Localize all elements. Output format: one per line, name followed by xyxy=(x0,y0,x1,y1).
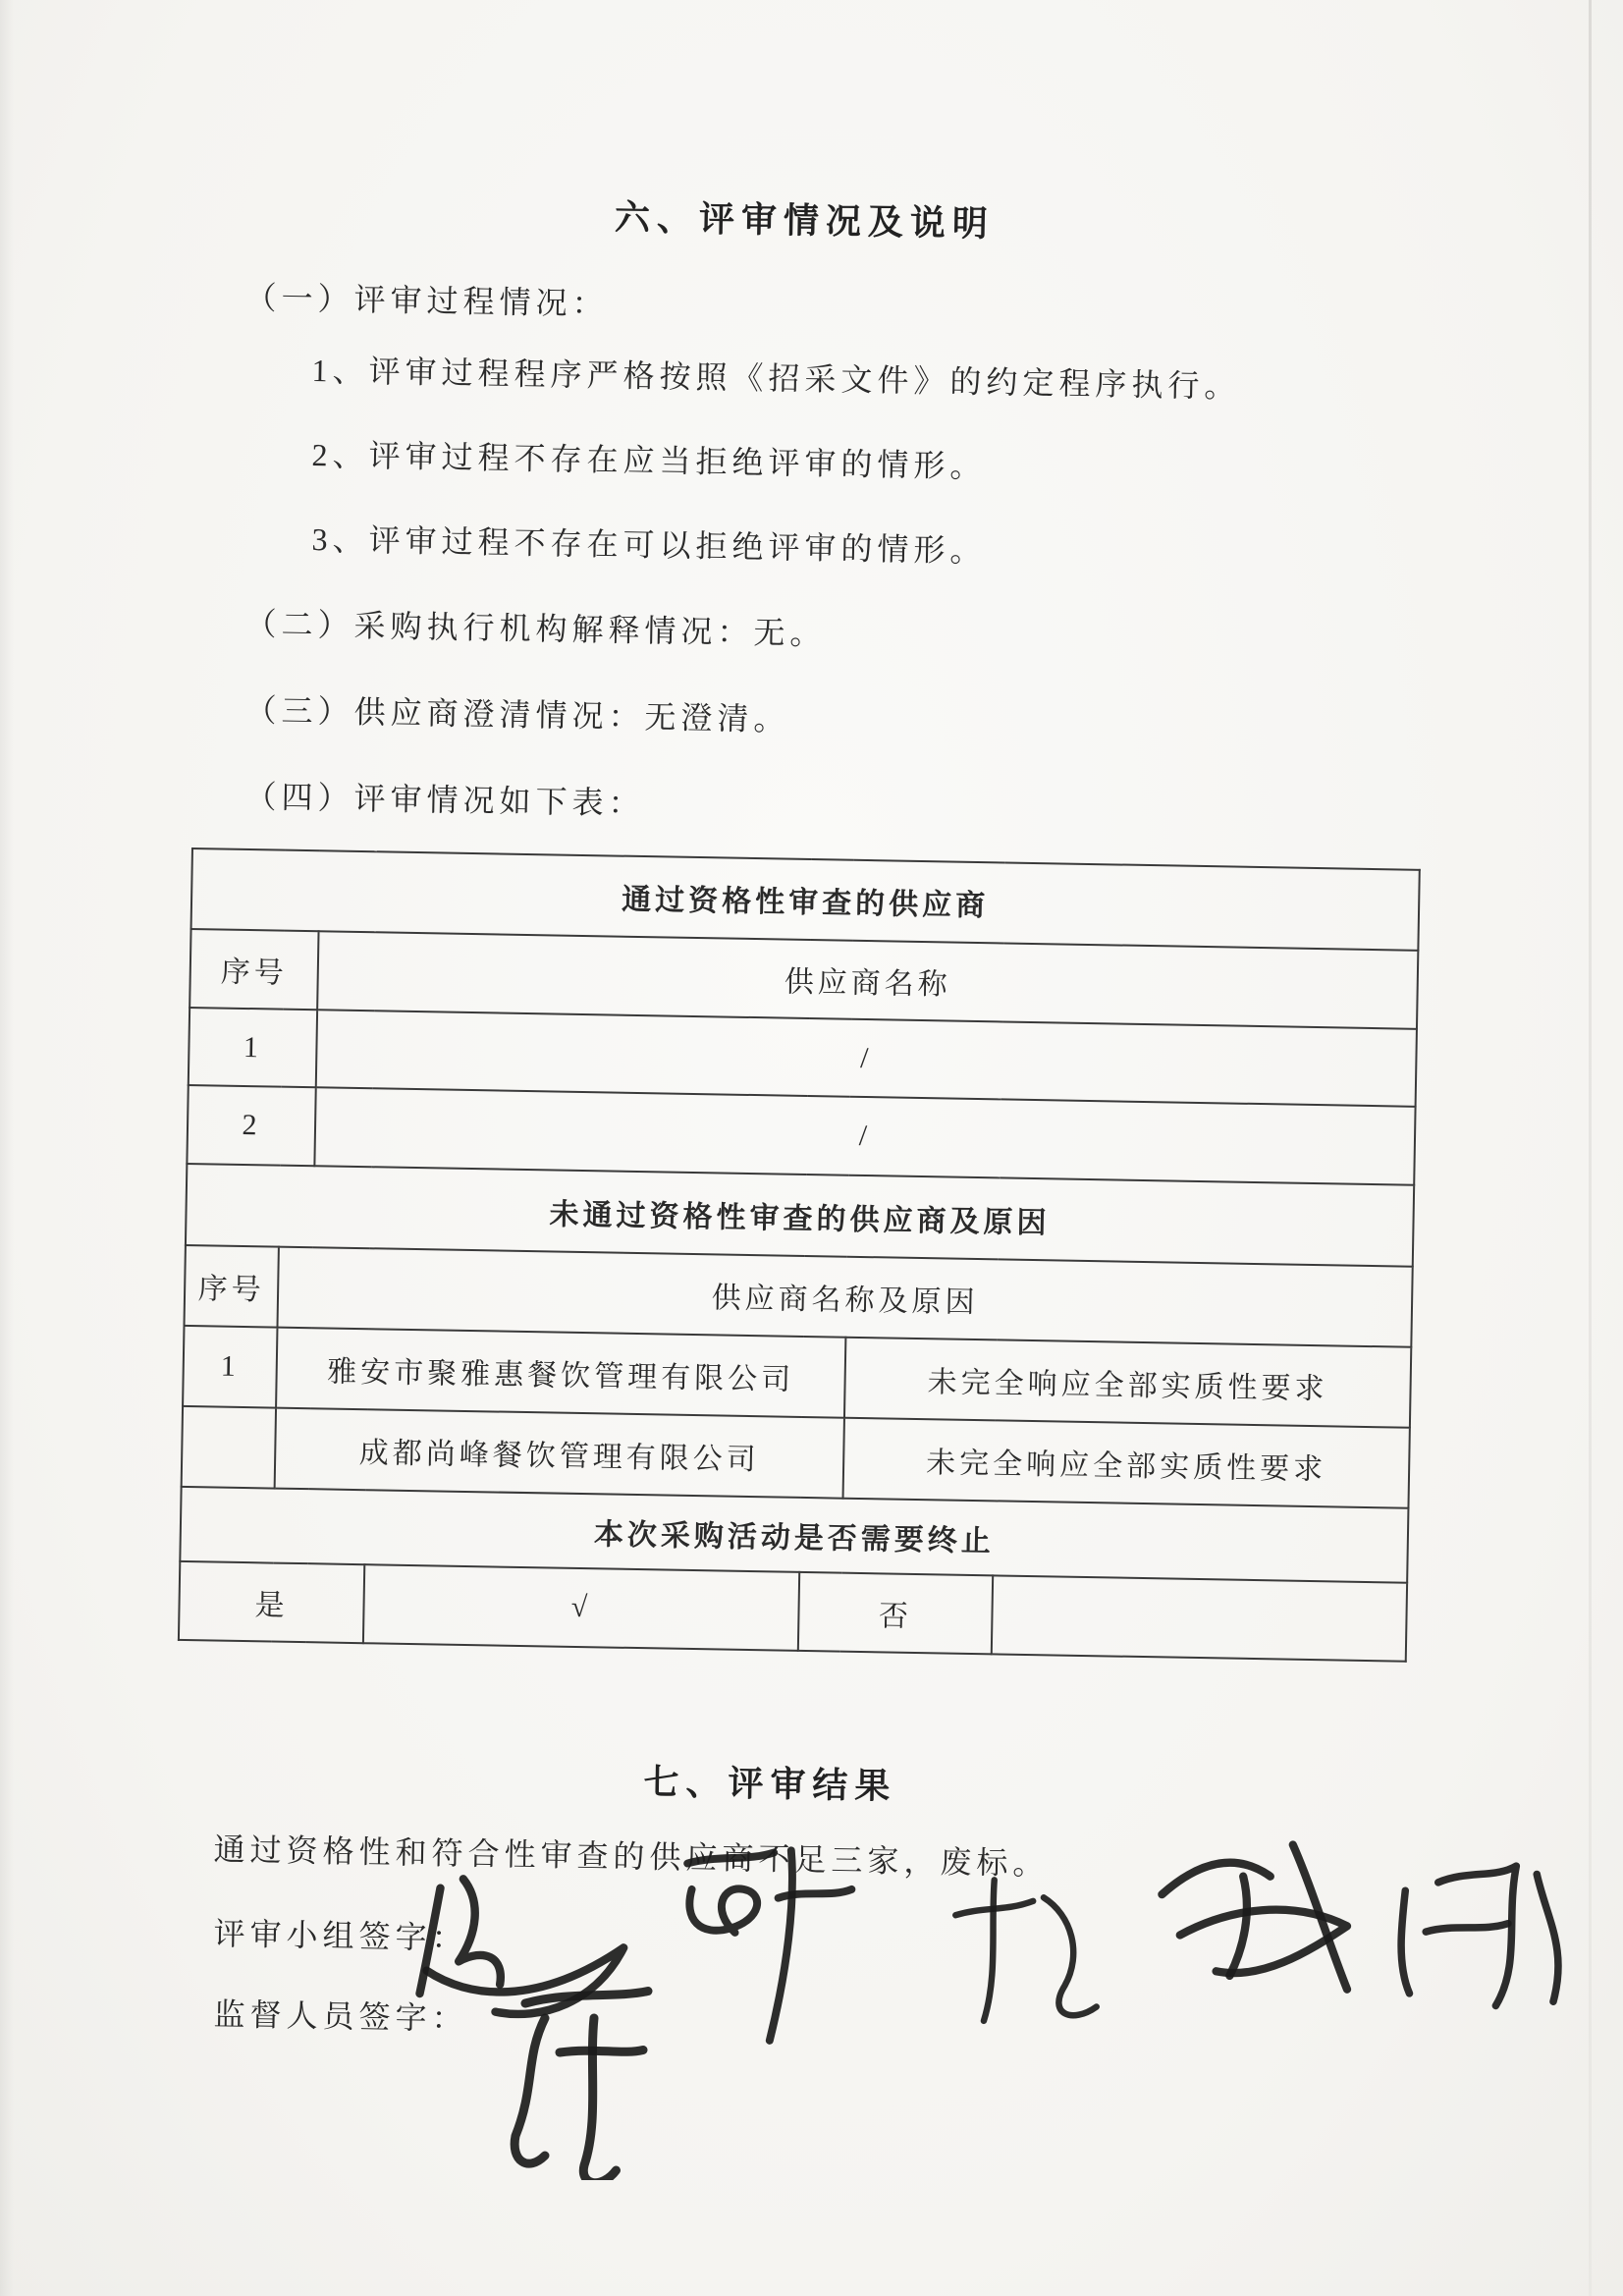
qualified-row1-name: / xyxy=(316,1010,1417,1107)
supervisor-signature xyxy=(461,1984,707,2180)
team-signature-label: 评审小组签字： xyxy=(213,1915,468,1956)
paragraph-item-3: 3、评审过程不存在可以拒绝评审的情形。 xyxy=(311,520,987,569)
paragraph-item-2: 2、评审过程不存在应当拒绝评审的情形。 xyxy=(311,436,987,484)
terminate-question-header: 本次采购活动是否需要终止 xyxy=(180,1487,1408,1583)
qualified-row1-seq: 1 xyxy=(189,1008,317,1087)
paragraph-table-intro: （四）评审情况如下表： xyxy=(244,778,645,822)
qualified-suppliers-header: 通过资格性审查的供应商 xyxy=(191,848,1420,951)
paragraph-review-process: （一）评审过程情况： xyxy=(244,279,609,322)
unqualified-name-reason-column-header: 供应商名称及原因 xyxy=(277,1247,1412,1347)
result-text: 通过资格性和符合性审查的供应商不足三家，废标。 xyxy=(213,1831,1050,1882)
terminate-no-value xyxy=(992,1575,1407,1661)
team-signature-4 xyxy=(1144,1827,1370,1998)
unqualified-row1-name: 雅安市聚雅惠餐饮管理有限公司 xyxy=(276,1328,845,1418)
unqualified-suppliers-header: 未通过资格性审查的供应商及原因 xyxy=(186,1164,1414,1267)
qualified-row2-name: / xyxy=(314,1087,1415,1185)
supervisor-signature-label: 监督人员签字： xyxy=(213,1995,468,2037)
qualified-seq-column-header: 序号 xyxy=(189,929,318,1010)
paragraph-agency-explanation: （二）采购执行机构解释情况：无。 xyxy=(244,605,827,652)
paragraph-item-1: 1、评审过程程序严格按照《招采文件》的约定程序执行。 xyxy=(311,352,1241,405)
unqualified-seq-column-header: 序号 xyxy=(185,1245,279,1328)
review-table-wrapper xyxy=(178,847,1421,1663)
terminate-no-label: 否 xyxy=(798,1572,993,1654)
team-signature-3 xyxy=(938,1866,1114,2028)
paragraph-supplier-clarification: （三）供应商澄清情况：无澄清。 xyxy=(244,691,790,738)
section7-title: 七、评审结果 xyxy=(643,1762,897,1807)
unqualified-row1-reason: 未完全响应全部实质性要求 xyxy=(844,1338,1411,1428)
section6-title: 六、评审情况及说明 xyxy=(614,197,996,245)
unqualified-row2-name: 成都尚峰餐饮管理有限公司 xyxy=(275,1408,844,1499)
unqualified-row2-reason: 未完全响应全部实质性要求 xyxy=(843,1418,1410,1508)
unqualified-row1-seq: 1 xyxy=(183,1326,277,1408)
terminate-yes-label: 是 xyxy=(179,1561,364,1643)
qualified-row2-seq: 2 xyxy=(187,1085,315,1166)
team-signature-5 xyxy=(1384,1841,1591,2018)
qualified-name-column-header: 供应商名称 xyxy=(317,931,1418,1029)
review-table xyxy=(178,847,1421,1663)
unqualified-row2-seq xyxy=(182,1406,276,1489)
terminate-yes-checkmark: √ xyxy=(363,1564,799,1651)
